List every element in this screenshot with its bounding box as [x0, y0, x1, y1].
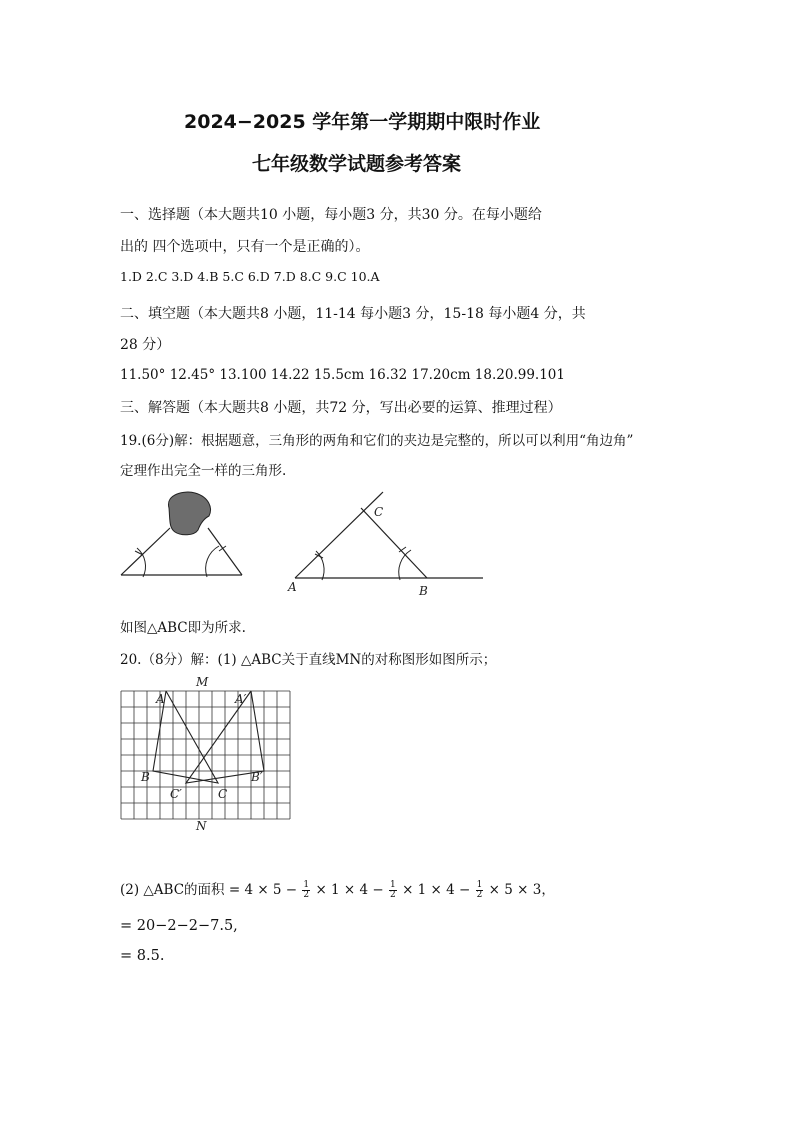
label-grid-B-prime: B′: [251, 770, 263, 784]
part2-term3: × 5 × 3，: [488, 882, 555, 898]
section1-line2: 出的 四个选项中，只有一个是正确的）。: [120, 239, 370, 255]
q20-part1: 20.（8分）解：(1) △ABC关于直线MN的对称图形如图所示；: [120, 652, 497, 668]
label-A: A: [288, 580, 297, 594]
title-line-2: 七年级数学试题参考答案: [252, 153, 462, 175]
q20-part2-expression: [120, 878, 555, 900]
ink-blot: [168, 492, 210, 535]
title-line-1: 2024−2025 学年第一学期期中限时作业: [184, 111, 541, 133]
label-grid-A: A: [156, 692, 165, 706]
q19-line2: 定理作出完全一样的三角形.: [120, 463, 287, 479]
symmetry-grid-figure: [118, 673, 290, 838]
section3-heading: 三、解答题（本大题共8 小题，共72 分，写出必要的运算、推理过程）: [120, 400, 562, 416]
fraction-half-2: $\frac{1}{2}$: [390, 880, 396, 900]
label-M: M: [196, 675, 209, 689]
q20-step2: = 20−2−2−7.5,: [120, 918, 238, 934]
part2-term1: × 1 × 4 −: [315, 882, 384, 898]
section2-answers: 11.50° 12.45° 13.100 14.22 15.5cm 16.32 17.20cm 18.20.99.101: [120, 367, 565, 383]
q19-line1: 19.(6分)解：根据题意，三角形的两角和它们的夹边是完整的，所以可以利用“角边角”: [120, 433, 634, 449]
fraction-half-1: $\frac{1}{2}$: [303, 880, 310, 900]
part2-term2: × 1 × 4 −: [402, 882, 471, 898]
q20-step3: = 8.5.: [120, 948, 165, 964]
label-C: C: [374, 505, 384, 519]
section2-line1: 二、填空题（本大题共8 小题，11-14 每小题3 分，15-18 每小题4 分，共: [120, 306, 586, 322]
section1-line1: 一、选择题（本大题共10 小题，每小题3 分，共30 分。在每小题给: [120, 207, 542, 223]
section1-answers: 1.D 2.C 3.D 4.B 5.C 6.D 7.D 8.C 9.C 10.A: [120, 269, 380, 284]
label-B: B: [419, 584, 428, 598]
label-grid-B: B: [141, 770, 150, 784]
constructed-triangle-figure: [285, 490, 490, 600]
label-grid-C-prime: C′: [170, 787, 182, 801]
part2-prefix: (2) △ABC的面积 = 4 × 5 −: [120, 882, 298, 898]
label-N: N: [196, 819, 207, 833]
label-grid-C: C: [218, 787, 228, 801]
fraction-half-3: $\frac{1}{2}$: [476, 880, 483, 900]
torn-triangle-figure: [115, 488, 250, 583]
label-grid-A-prime: A′: [235, 692, 247, 706]
section2-line2: 28 分）: [120, 337, 171, 353]
q19-conclusion: 如图△ABC即为所求.: [120, 620, 246, 636]
